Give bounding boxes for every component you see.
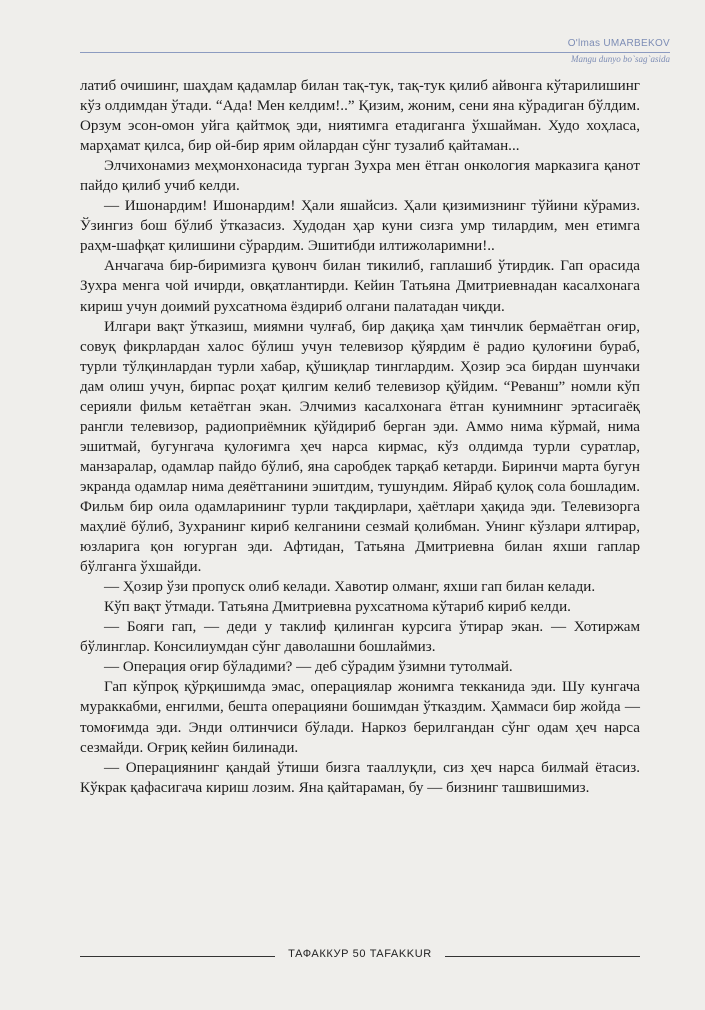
paragraph: Кўп вақт ўтмади. Татьяна Дмитриевна рухсатнома кўтариб кириб келди.	[104, 599, 571, 616]
body-text	[80, 76, 640, 798]
page-footer	[80, 948, 640, 964]
paragraph: Илгари вақт ўтказиш, миямни чулғаб, бир дақиқа ҳам тинчлик бермаётган оғир, совуқ фикрлардан халос бўлиш учун телевизор қўярдим ё радио қулоғини бураб, турли тўлқинлардан турли хабар, қўшиқлар тинглардим. Ҳозир эса бирдан шунчаки дам олиш учун, бирпас роҳат қилгим келиб телевизор қўйдим. “Реванш” номли кўп серияли фильм кетаётган экан. Элчимиз касалхонага ётган кунимнинг эртасигаёқ рангли телевизор, радиоприёмник қўйдириб берган эди. Аммо нима кўрмай, нима эшитмай, бугунгача қулоғимга ҳеч нарса кирмас, кўз олдимда турли суратлар, манзаралар, одамлар пайдо бўлиб, яна саробдек тарқаб кетарди. Биринчи марта бугун экранда одамлар нима деяётганини эшитдим, тушундим. Яйраб қулоқ сола бошладим. Фильм бир оила одамларининг турли тақдирлари, ҳаётлари ҳақида эди. Телевизорга маҳлиё бўлиб, Зухранинг кириб келганини сезмай қолибман. Унинг кўзлари ялтирар, юзларига қон югурган эди. Афтидан, Татьяна Дмитриевна билан яхши гаплар бўлганга ўхшайди.	[80, 318, 640, 576]
paragraph: латиб очишинг, шаҳдам қадамлар билан тақ-тук, тақ-тук қилиб айвонга кўтарилишинг кўз олдимдан ўтади. “Ада! Мен келдим!..” Қизим, жоним, сени яна кўрадиган бўлдим. Орзум эсон-омон уйга қайтмоқ эди, ниятимга етадиганга ўхшайман. Худо хоҳласа, марҳамат қилса, бир ой-бир ярим ойлардан сўнг тузалиб қайтаман...	[80, 78, 640, 155]
header-subtitle: Mangu dunyo bo`sag`asida	[571, 54, 670, 64]
paragraph: Гап кўпроқ қўрқишимда эмас, операциялар жонимга текканида эди. Шу кунгача мураккабми, енгилми, бешта операцияни бошимдан ўтказдим. Ҳаммаси бир жойда — томоғимда эди. Энди олтинчиси бўлади. Наркоз берилгандан сўнг одам ҳеч нарса сезмайди. Оғриқ кейин билинади.	[80, 679, 640, 756]
running-header	[80, 38, 670, 68]
paragraph: Анчагача бир-биримизга қувонч билан тикилиб, гаплашиб ўтирдик. Гап орасида Зухра менга чой ичирди, овқатлантирди. Кейин Татьяна Дмитриевнадан касалхонага кириш учун доимий рухсатнома ёздириб олгани палатадан чиқди.	[80, 258, 640, 315]
paragraph: — Ҳозир ўзи пропуск олиб келади. Хавотир олманг, яхши гап билан келади.	[104, 579, 596, 596]
header-author: O'lmas UMARBEKOV	[567, 38, 670, 49]
paragraph: — Ишонардим! Ишонардим! Ҳали яшайсиз. Ҳали қизимизнинг тўйини кўрамиз. Ўзингиз бош бўлиб ўтказасиз. Худодан ҳар куни сизга умр тилардим, мен етимга раҳм-шафқат қилишини сўрардим. Эшитибди илтижоларимни!..	[80, 198, 640, 255]
footer-rule-left	[80, 956, 275, 957]
footer-label: ТАФАККУР 50 TAFAKKUR	[288, 948, 432, 960]
paragraph: — Бояги гап, — деди у таклиф қилинган курсига ўтирар экан. — Хотиржам бўлинглар. Консилиумдан сўнг даволашни бошлаймиз.	[80, 619, 640, 656]
paragraph: — Операция оғир бўладими? — деб сўрадим ўзимни тутолмай.	[104, 659, 513, 676]
footer-rule-right	[445, 956, 640, 957]
paragraph: Элчихонамиз меҳмонхонасида турган Зухра мен ётган онкология марказига қанот пайдо қилиб учиб келди.	[80, 158, 640, 195]
paragraph: — Операциянинг қандай ўтиши бизга тааллуқли, сиз ҳеч нарса билмай ётасиз. Кўкрак қафасигача кириш лозим. Яна қайтараман, бу — бизнинг ташвишимиз.	[80, 759, 640, 796]
header-rule	[80, 52, 670, 53]
